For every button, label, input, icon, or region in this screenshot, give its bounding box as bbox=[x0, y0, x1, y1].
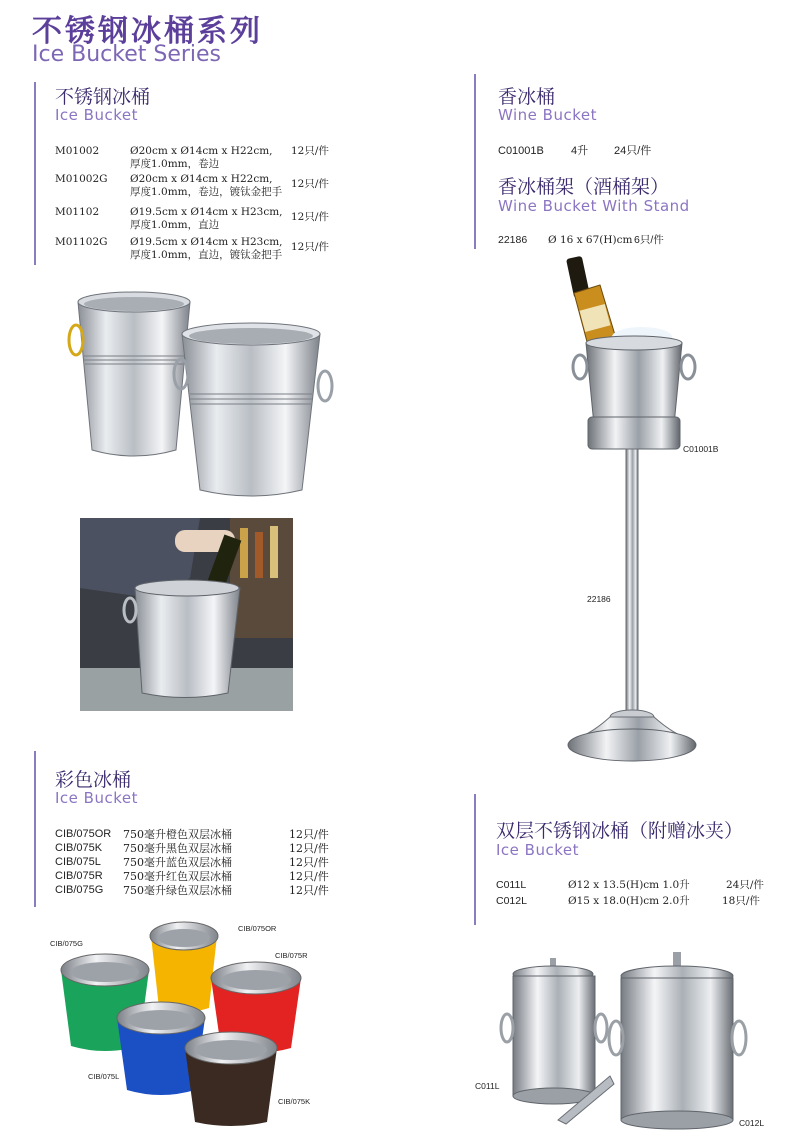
product-row bbox=[55, 856, 345, 870]
section-divider bbox=[34, 751, 36, 907]
product-size: Ø15 x 18.0(H)cm 2.0升 bbox=[568, 895, 690, 907]
colored-ice-buckets-image bbox=[55, 918, 315, 1130]
product-row bbox=[55, 236, 345, 262]
product-code: M01102 bbox=[55, 206, 100, 218]
product-spec: Ø20cm x Ø14cm x H22cm, bbox=[130, 145, 273, 157]
product-pack: 12只/件 bbox=[291, 211, 329, 223]
section-title: 双层不锈钢冰桶（附赠冰夹） bbox=[496, 820, 744, 842]
product-row bbox=[498, 234, 718, 248]
section-subtitle: Ice Bucket bbox=[55, 789, 138, 807]
product-pack: 18只/件 bbox=[722, 895, 760, 907]
product-code: C01001B bbox=[498, 145, 544, 157]
product-pack: 12只/件 bbox=[289, 884, 329, 897]
product-row bbox=[55, 145, 345, 171]
product-code: CIB/075K bbox=[55, 842, 103, 854]
product-description: 750毫升绿色双层冰桶 bbox=[123, 884, 232, 897]
section-subtitle: Wine Bucket bbox=[498, 106, 597, 124]
product-pack: 12只/件 bbox=[289, 842, 329, 855]
product-row bbox=[498, 145, 698, 159]
product-description: 750毫升黑色双层冰桶 bbox=[123, 842, 232, 855]
section-title: 香冰桶 bbox=[498, 86, 556, 108]
product-code: M01002 bbox=[55, 145, 100, 157]
bartender-photo bbox=[80, 518, 293, 711]
product-code: CIB/075OR bbox=[55, 828, 112, 840]
product-size: Ø 16 x 67(H)cm bbox=[548, 234, 633, 246]
product-label: CIB/075L bbox=[88, 1072, 120, 1081]
product-row bbox=[55, 842, 345, 856]
page-subtitle: Ice Bucket Series bbox=[32, 42, 222, 67]
product-size: Ø12 x 13.5(H)cm 1.0升 bbox=[568, 879, 690, 891]
product-pack: 12只/件 bbox=[289, 856, 329, 869]
product-row bbox=[496, 895, 776, 909]
product-spec: Ø20cm x Ø14cm x H22cm, bbox=[130, 173, 273, 185]
product-label: CIB/075OR bbox=[238, 924, 277, 933]
product-pack: 24只/件 bbox=[614, 145, 652, 157]
product-row bbox=[55, 870, 345, 884]
product-spec-detail: 厚度1.0mm，卷边 bbox=[130, 158, 220, 170]
steel-ice-buckets-image bbox=[64, 290, 344, 505]
product-pack: 12只/件 bbox=[291, 178, 329, 190]
product-description: 750毫升蓝色双层冰桶 bbox=[123, 856, 232, 869]
product-pack: 12只/件 bbox=[291, 145, 329, 157]
product-label: 22186 bbox=[587, 594, 611, 604]
product-spec-detail: 厚度1.0mm，直边 bbox=[130, 219, 220, 231]
section-title: 香冰桶架（酒桶架） bbox=[498, 176, 670, 198]
section-divider bbox=[474, 74, 476, 249]
product-spec-detail: 厚度1.0mm，直边，镀钛金把手 bbox=[130, 249, 283, 261]
wine-bucket-stand-image bbox=[560, 255, 700, 770]
product-code: CIB/075G bbox=[55, 884, 104, 896]
section-divider bbox=[474, 794, 476, 925]
product-pack: 24只/件 bbox=[726, 879, 764, 891]
product-pack: 12只/件 bbox=[289, 870, 329, 883]
product-label: CIB/075G bbox=[50, 939, 83, 948]
product-label: C012L bbox=[739, 1118, 765, 1128]
product-row bbox=[496, 879, 776, 893]
product-code: C011L bbox=[496, 879, 527, 891]
product-code: M01002G bbox=[55, 173, 108, 185]
product-spec: Ø19.5cm x Ø14cm x H23cm, bbox=[130, 206, 283, 218]
product-label: C011L bbox=[475, 1081, 500, 1091]
product-row bbox=[55, 828, 345, 842]
product-pack: 12只/件 bbox=[289, 828, 329, 841]
section-subtitle: Wine Bucket With Stand bbox=[498, 197, 690, 215]
product-code: 22186 bbox=[498, 234, 528, 246]
product-spec-detail: 厚度1.0mm，卷边，镀钛金把手 bbox=[130, 186, 283, 198]
product-capacity: 4升 bbox=[571, 145, 589, 157]
product-code: C012L bbox=[496, 895, 527, 907]
section-title: 不锈钢冰桶 bbox=[55, 86, 151, 108]
page-title: 不锈钢冰桶系列 bbox=[32, 14, 263, 49]
double-wall-ice-buckets-image bbox=[498, 948, 770, 1133]
product-code: CIB/075R bbox=[55, 870, 103, 882]
product-row bbox=[55, 206, 345, 232]
section-subtitle: Ice Bucket bbox=[55, 106, 138, 124]
product-pack: 12只/件 bbox=[291, 241, 329, 253]
product-pack: 6只/件 bbox=[634, 234, 664, 246]
product-spec: Ø19.5cm x Ø14cm x H23cm, bbox=[130, 236, 283, 248]
section-divider bbox=[34, 82, 36, 265]
section-subtitle: Ice Bucket bbox=[496, 841, 579, 859]
product-label: CIB/075R bbox=[275, 951, 308, 960]
product-row bbox=[55, 884, 345, 898]
product-code: M01102G bbox=[55, 236, 108, 248]
section-title: 彩色冰桶 bbox=[55, 769, 132, 791]
product-row bbox=[55, 173, 345, 199]
product-label: CIB/075K bbox=[278, 1097, 311, 1106]
product-label: C01001B bbox=[683, 444, 719, 454]
product-description: 750毫升橙色双层冰桶 bbox=[123, 828, 232, 841]
product-description: 750毫升红色双层冰桶 bbox=[123, 870, 232, 883]
product-code: CIB/075L bbox=[55, 856, 101, 868]
